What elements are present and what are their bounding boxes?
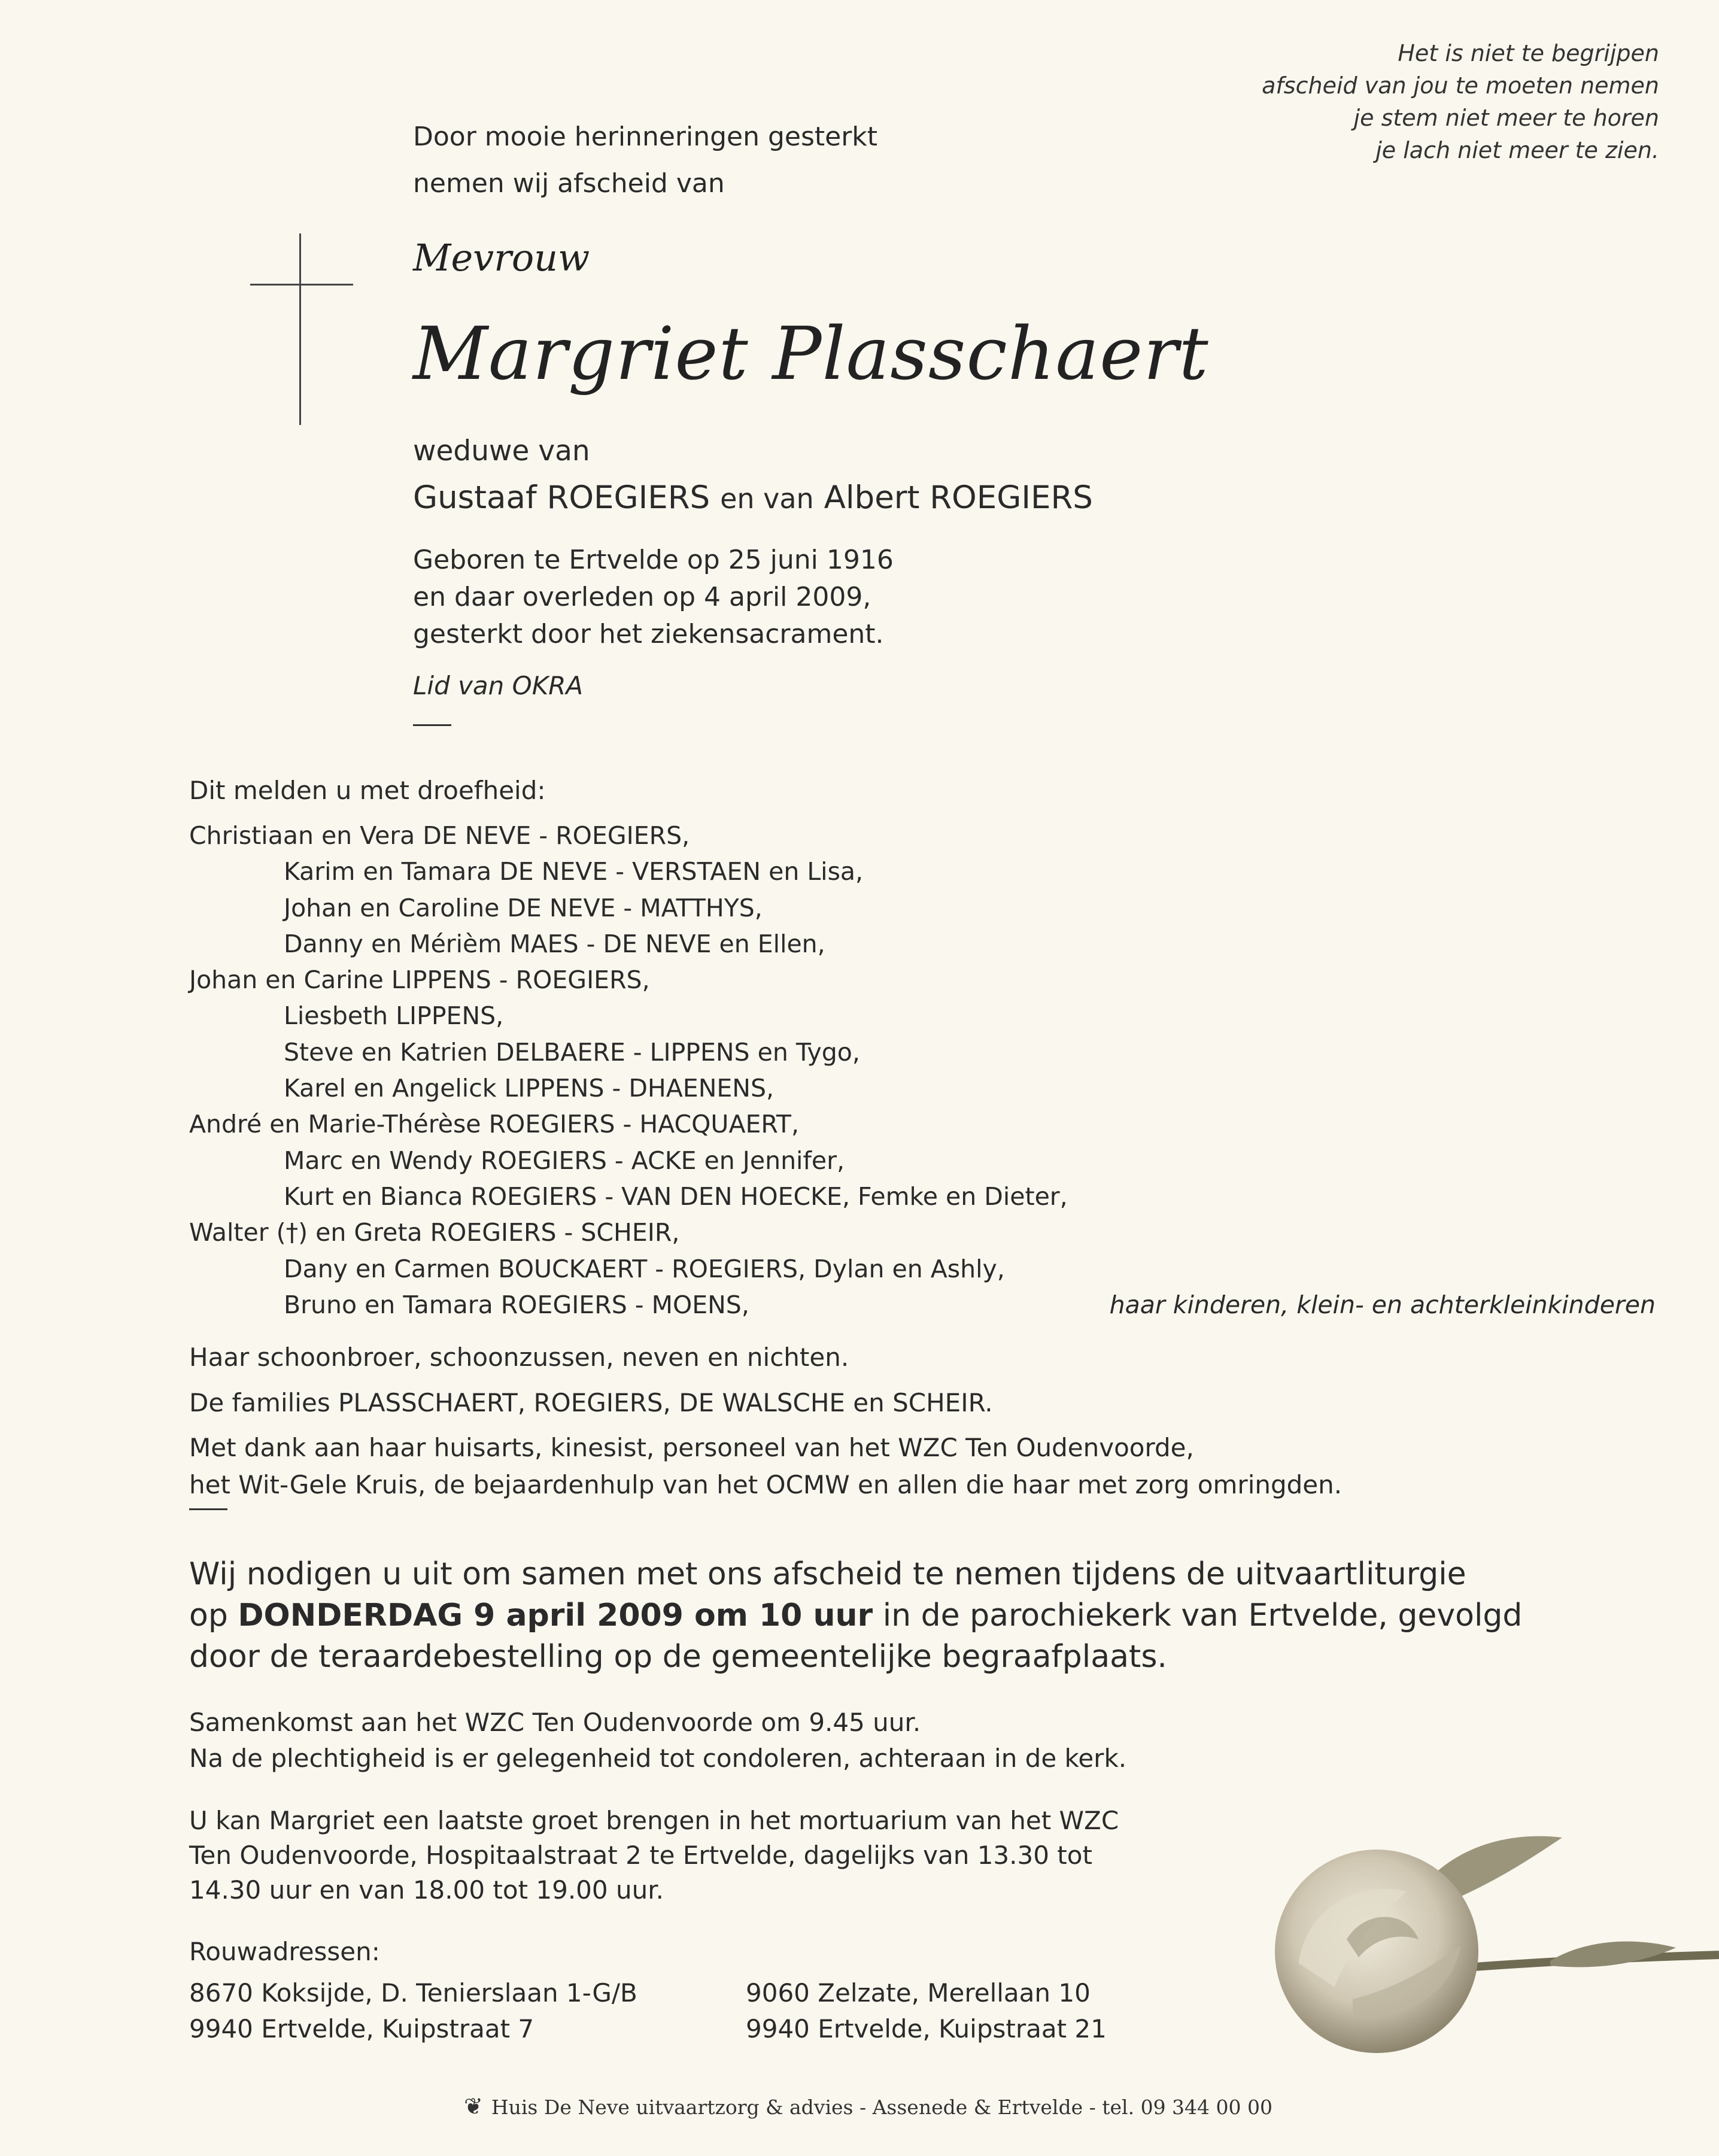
family-line: Steve en Katrien DELBAERE - LIPPENS en Tygo, <box>284 1037 860 1067</box>
mortuary-line: 14.30 uur en van 18.00 tot 19.00 uur. <box>189 1875 664 1905</box>
poem-line: afscheid van jou te moeten nemen <box>1262 72 1659 99</box>
mortuary-line: U kan Margriet een laatste groet brengen in het mortuarium van het WZC <box>189 1806 1119 1835</box>
extra-family <box>189 1335 993 1426</box>
bio <box>413 542 894 653</box>
footer-text: Huis De Neve uitvaartzorg & advies - Assenede & Ertvelde - tel. 09 344 00 00 <box>491 2096 1273 2119</box>
family-line: Karim en Tamara DE NEVE - VERSTAEN en Lisa, <box>284 857 864 886</box>
invitation-suffix: in de parochiekerk van Ertvelde, gevolgd <box>882 1598 1523 1633</box>
rose-image <box>1263 1820 1719 2101</box>
bio-line: en daar overleden op 4 april 2009, <box>413 582 871 612</box>
rose-leaf <box>1550 1942 1676 1967</box>
address: 9940 Ertvelde, Kuipstraat 21 <box>746 2014 1107 2043</box>
divider <box>189 1508 227 1510</box>
husband-1: Gustaaf ROEGIERS <box>413 479 710 516</box>
addresses-right <box>746 1975 1107 2047</box>
title: Mevrouw <box>413 236 590 280</box>
intro-line: Door mooie herinneringen gesterkt <box>413 122 878 152</box>
widow-label: weduwe van <box>413 435 590 467</box>
poem-line: Het is niet te begrijpen <box>1398 40 1659 66</box>
family-line: Christiaan en Vera DE NEVE - ROEGIERS, <box>189 821 690 850</box>
family-line: André en Marie-Thérèse ROEGIERS - HACQUAERT, <box>189 1110 799 1139</box>
husband-2: Albert ROEGIERS <box>824 479 1093 516</box>
divider <box>413 724 451 726</box>
invitation <box>189 1554 1522 1678</box>
poem <box>1262 37 1659 166</box>
invitation-prefix: op <box>189 1598 228 1633</box>
family-list <box>189 818 1068 1323</box>
address: 9060 Zelzate, Merellaan 10 <box>746 1978 1091 2008</box>
poem-line: je lach niet meer te zien. <box>1375 137 1659 163</box>
intro <box>413 114 877 207</box>
family-line: Bruno en Tamara ROEGIERS - MOENS, <box>284 1290 749 1319</box>
gathering-line: Na de plechtigheid is er gelegenheid tot condoleren, achteraan in de kerk. <box>189 1744 1127 1773</box>
sprig-icon: ❦ <box>464 2093 483 2119</box>
thanks-line: het Wit-Gele Kruis, de bejaardenhulp van het OCMW en allen die haar met zorg omringden. <box>189 1470 1343 1499</box>
invitation-line <box>189 1595 1522 1636</box>
membership: Lid van OKRA <box>413 671 584 700</box>
mortuary-line: Ten Oudenvoorde, Hospitaalstraat 2 te Ertvelde, dagelijks van 13.30 tot <box>189 1841 1092 1870</box>
family-line: Walter (†) en Greta ROEGIERS - SCHEIR, <box>189 1218 680 1247</box>
family-line: Kurt en Bianca ROEGIERS - VAN DEN HOECKE, Femke en Dieter, <box>284 1182 1068 1211</box>
address: 9940 Ertvelde, Kuipstraat 7 <box>189 2014 534 2043</box>
family-line: Marc en Wendy ROEGIERS - ACKE en Jennifer, <box>284 1146 845 1175</box>
intro-line: nemen wij afscheid van <box>413 168 725 199</box>
invitation-line: Wij nodigen u uit om samen met ons afscheid te nemen tijdens de uitvaartliturgie <box>189 1556 1466 1592</box>
announce-intro: Dit melden u met droefheid: <box>189 776 546 805</box>
mortuary <box>189 1803 1119 1908</box>
family-line: Liesbeth LIPPENS, <box>284 1001 504 1031</box>
bio-line: Geboren te Ertvelde op 25 juni 1916 <box>413 545 894 575</box>
thanks-line: Met dank aan haar huisarts, kinesist, personeel van het WZC Ten Oudenvoorde, <box>189 1433 1194 1462</box>
family-line: Danny en Mérièm MAES - DE NEVE en Ellen, <box>284 929 825 958</box>
husband-connector: en van <box>720 482 814 515</box>
poem-line: je stem niet meer te horen <box>1353 105 1659 131</box>
deceased-name: Margriet Plasschaert <box>413 311 1209 396</box>
addresses-heading: Rouwadressen: <box>189 1937 380 1966</box>
addresses-left <box>189 1975 637 2047</box>
family-line: Johan en Carine LIPPENS - ROEGIERS, <box>189 965 650 995</box>
gathering <box>189 1705 1126 1777</box>
extra-family-line: De families PLASSCHAERT, ROEGIERS, DE WALSCHE en SCHEIR. <box>189 1388 993 1417</box>
extra-family-line: Haar schoonbroer, schoonzussen, neven en nichten. <box>189 1343 849 1372</box>
thanks <box>189 1429 1342 1504</box>
cross-icon <box>299 233 301 425</box>
family-label: haar kinderen, klein- en achterkleinkinderen <box>1109 1290 1656 1319</box>
address: 8670 Koksijde, D. Tenierslaan 1-G/B <box>189 1978 637 2008</box>
bio-line: gesterkt door het ziekensacrament. <box>413 619 884 649</box>
cross-icon-bar <box>250 284 353 286</box>
family-line: Karel en Angelick LIPPENS - DHAENENS, <box>284 1074 775 1103</box>
husbands <box>413 479 1093 516</box>
family-line: Johan en Caroline DE NEVE - MATTHYS, <box>284 893 763 922</box>
service-datetime: DONDERDAG 9 april 2009 om 10 uur <box>238 1598 873 1633</box>
family-line: Dany en Carmen BOUCKAERT - ROEGIERS, Dylan en Ashly, <box>284 1254 1005 1283</box>
gathering-line: Samenkomst aan het WZC Ten Oudenvoorde om 9.45 uur. <box>189 1708 921 1737</box>
invitation-line: door de teraardebestelling op de gemeentelijke begraafplaats. <box>189 1639 1167 1675</box>
footer <box>464 2095 1272 2118</box>
